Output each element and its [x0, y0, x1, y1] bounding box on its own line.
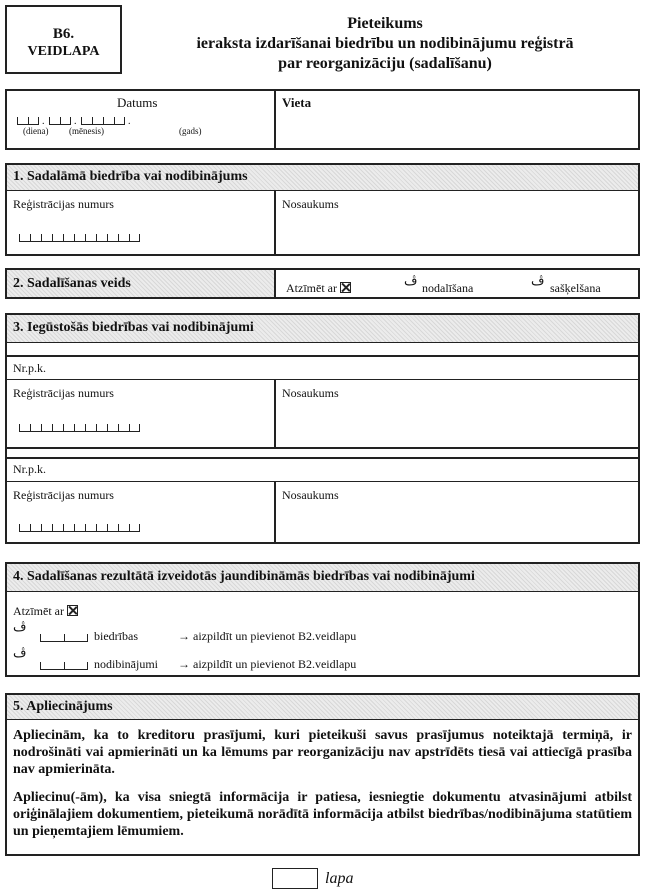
crossed-checkbox-icon: [67, 605, 78, 616]
section3-entry1-reg-label: Reģistrācijas numurs: [13, 386, 114, 400]
date-label: Datums: [117, 95, 158, 110]
option-mark-icon: ڤ: [404, 274, 418, 289]
form-code-box: [5, 5, 122, 74]
section4-box: [5, 562, 640, 677]
option-mark-icon: ڤ: [13, 646, 27, 661]
page-label: lapa: [325, 870, 354, 887]
section2-mark-label: Atzīmēt ar: [286, 281, 351, 296]
date-year-field[interactable]: [81, 115, 125, 125]
section4-header: [7, 564, 638, 592]
section5-box: [5, 693, 640, 856]
declaration-paragraph-2: Apliecinu(-ām), ka visa sniegtā informācija ir patiesa, iesniegtie dokumentu atvasinājumi atbilst oriģinālajiem dokumentiem, pieteikumā norādītā informācija atbilst biedrības/nodibinājuma statūtiem un pieņemtajiem lēmumiem.: [13, 790, 632, 839]
section3-title: 3. Iegūstošās biedrības vai nodibinājumi: [13, 320, 254, 335]
section4-row1-label: biedrības: [94, 629, 138, 643]
form-title: [130, 14, 640, 74]
section1-reg-field[interactable]: [19, 232, 140, 242]
section4-title: 4. Sadalīšanas rezultātā izveidotās jaundibināmās biedrības vai nodibinājumi: [13, 569, 475, 584]
declaration-paragraph-1: Apliecinām, ka to kreditoru prasījumi, kuri pieteikuši savus prasījumus noteiktajā termiņā, ir nodrošināti vai apmierināti un ka lēmums par reorganizāciju nav apstrīdēts tiesā vai attiecīgā prasība nav apmierināta.: [13, 728, 632, 777]
title-line1: Pieteikums: [347, 15, 423, 32]
section4-row1-count[interactable]: [40, 632, 88, 642]
day-label: (diena): [23, 126, 49, 136]
title-line2: ieraksta izdarīšanai biedrību un nodibinājumu reģistrā: [196, 35, 574, 52]
section4-row2-count[interactable]: [40, 660, 88, 670]
section2-option2-label: sašķelšana: [550, 281, 601, 295]
option-mark-icon: ڤ: [13, 620, 27, 635]
section4-row2[interactable]: [13, 646, 26, 661]
section3-header: [7, 315, 638, 343]
section1-header: [7, 165, 638, 191]
section5-title: 5. Apliecinājums: [13, 699, 113, 714]
year-label: (gads): [179, 126, 202, 136]
section3-entry1-reg-field[interactable]: [19, 422, 140, 432]
section2-box: [5, 268, 640, 299]
section4-mark-label: Atzīmēt ar: [13, 604, 78, 619]
option-mark-icon: ڤ: [531, 274, 545, 289]
section3-box: [5, 313, 640, 544]
section1-box: [5, 163, 640, 256]
section1-name-label: Nosaukums: [282, 197, 339, 211]
crossed-checkbox-icon: [340, 282, 351, 293]
month-label: (mēnesis): [69, 126, 104, 136]
date-place-box: Datums . . . (diena) (mēnesis) (gads) Vieta: [5, 89, 640, 150]
section3-entry2-reg-label: Reģistrācijas numurs: [13, 488, 114, 502]
page-number-field[interactable]: [272, 868, 318, 889]
section2-option1[interactable]: [404, 274, 417, 289]
section1-reg-label: Reģistrācijas numurs: [13, 197, 114, 211]
date-month-field[interactable]: [49, 115, 71, 125]
section4-row1[interactable]: [13, 620, 26, 635]
section3-entry1-name-label: Nosaukums: [282, 386, 339, 400]
section3-entry2-nr-label: Nr.p.k.: [13, 462, 46, 476]
section4-row2-label: nodibinājumi: [94, 657, 158, 671]
date-day-field[interactable]: [17, 115, 39, 125]
section3-entry2-name-label: Nosaukums: [282, 488, 339, 502]
section3-entry2-reg-field[interactable]: [19, 522, 140, 532]
section1-title: 1. Sadalāmā biedrība vai nodibinājums: [13, 169, 248, 184]
section5-header: [7, 695, 638, 720]
section2-title: 2. Sadalīšanas veids: [13, 276, 131, 291]
form-code-line2: VEIDLAPA: [27, 44, 100, 59]
form-code-line1: B6.: [52, 26, 75, 42]
section3-entry1-nr-label: Nr.p.k.: [13, 361, 46, 375]
section2-option1-label: nodalīšana: [422, 281, 474, 295]
section2-option2[interactable]: [531, 274, 544, 289]
title-line3: par reorganizāciju (sadalīšanu): [278, 55, 492, 72]
section4-row2-action: → aizpildīt un pievienot B2.veidlapu: [178, 657, 357, 671]
section4-row1-action: → aizpildīt un pievienot B2.veidlapu: [178, 629, 357, 643]
place-label: Vieta: [282, 95, 312, 110]
